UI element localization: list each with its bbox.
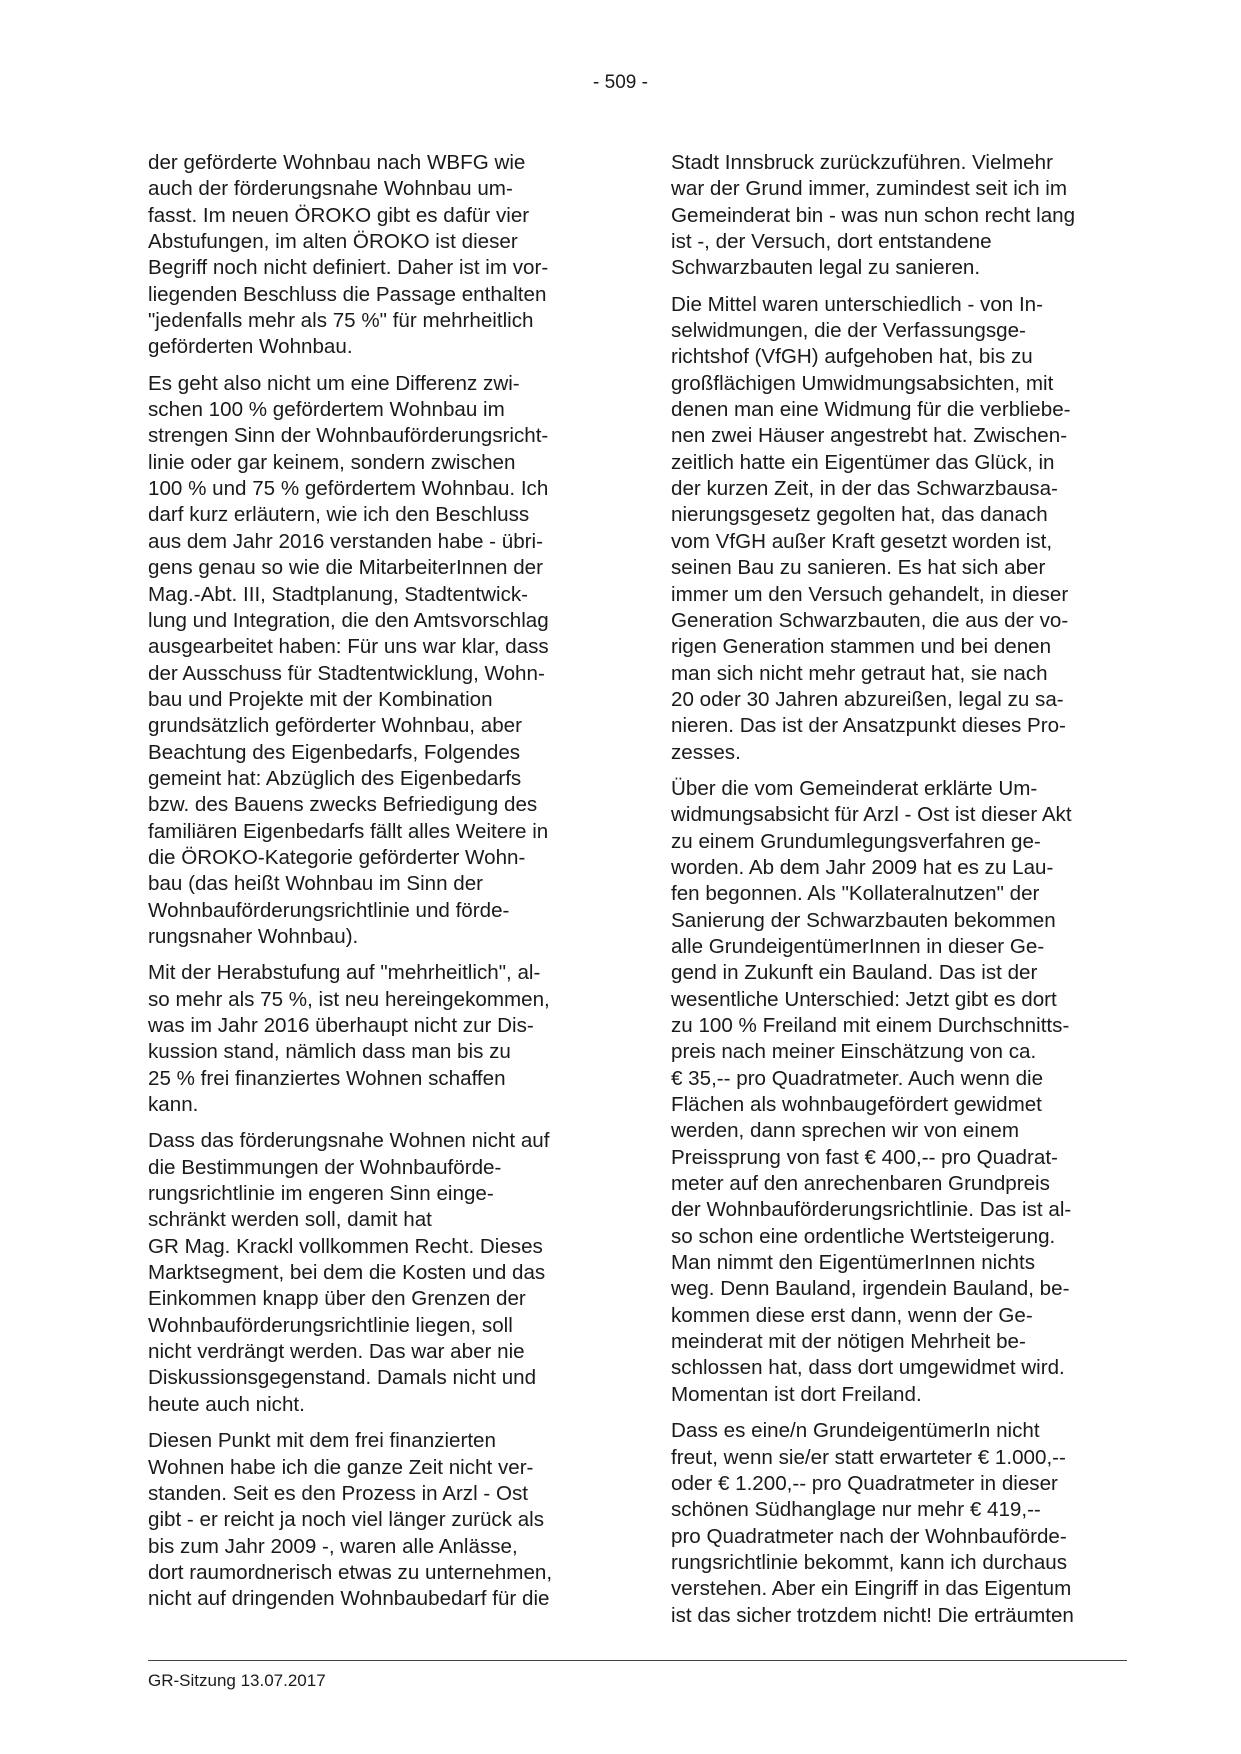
page-number: - 509 - (593, 72, 648, 93)
footer-session-date: GR-Sitzung 13.07.2017 (148, 1671, 326, 1690)
paragraph: Stadt Innsbruck zurückzuführen. Vielmehr war der Grund immer, zumindest seit ich im Gemeinderat bin - was nun schon recht lang ist -, der Versuch, dort entstandene Schwarzbauten legal zu sanieren. (671, 151, 1076, 280)
paragraph: Diesen Punkt mit dem frei finanzierten Wohnen habe ich die ganze Zeit nicht ver- standen. Seit es den Prozess in Arzl - Ost gibt - er reicht ja noch viel länger zurück als bis zum Jahr 2009 -, waren alle Anlässe, dort raumordnerisch etwas zu unternehmen, nicht auf dringenden Wohnbaubedarf für die (148, 1429, 553, 1611)
right-column (671, 150, 1121, 1639)
paragraph: Es geht also nicht um eine Differenz zwi- schen 100 % gefördertem Wohnbau im strengen Sinn der Wohnbauförderungsricht- linie oder gar keinem, sondern zwischen 100 % und 75 % gefördertem Wohnbau. Ich darf kurz erläutern, wie ich den Beschluss aus dem Jahr 2016 verstanden habe - übri- gens genau so wie die MitarbeiterInnen der Mag.-Abt. III, Stadtplanung, Stadtentwick- lung und Integration, die den Amtsvorschlag ausgearbeitet haben: Für uns war klar, dass der Ausschuss für Stadtentwicklung, Wohn- bau und Projekte mit der Kombination grundsätzlich geförderter Wohnbau, aber Beachtung des Eigenbedarfs, Folgendes gemeint hat: Abzüglich des Eigenbedarfs bzw. des Bauens zwecks Befriedigung des familiären Eigenbedarfs fällt alles Weitere in die ÖROKO-Kategorie geförderter Wohn- bau (das heißt Wohnbau im Sinn der Wohnbauförderungsrichtlinie und förde- rungsnaher Wohnbau). (148, 371, 549, 948)
paragraph: Dass das förderungsnahe Wohnen nicht auf die Bestimmungen der Wohnbauförde- rungsrichtlinie im engeren Sinn einge- schränkt werden soll, damit hat GR Mag. Krackl vollkommen Recht. Dieses Marktsegment, bei dem die Kosten und das Einkommen knapp über den Grenzen der Wohnbauförderungsrichtlinie liegen, soll nicht verdrängt werden. Das war aber nie Diskussionsgegenstand. Damals nicht und heute auch nicht. (148, 1129, 550, 1416)
paragraph: Die Mittel waren unterschiedlich - von In- selwidmungen, die der Verfassungsge- richtshof (VfGH) aufgehoben hat, bis zu großflächigen Umwidmungsabsichten, mit denen man eine Widmung für die verbliebe- nen zwei Häuser angestrebt hat. Zwischen- zeitlich hatte ein Eigentümer das Glück, in der kurzen Zeit, in der das Schwarzbausa- nierungsgesetz gegolten hat, das danach vom VfGH außer Kraft gesetzt worden ist, seinen Bau zu sanieren. Es hat sich aber immer um den Versuch gehandelt, in dieser Generation Schwarzbauten, die aus der vo- rigen Generation stammen und bei denen man sich nicht mehr getraut hat, sie nach 20 oder 30 Jahren abzureißen, legal zu sa- nieren. Das ist der Ansatzpunkt dieses Pro- zesses. (671, 292, 1071, 764)
paragraph: der geförderte Wohnbau nach WBFG wie auch der förderungsnahe Wohnbau um- fasst. Im neuen ÖROKO gibt es dafür vier Abstufungen, im alten ÖROKO ist dieser Begriff noch nicht definiert. Daher ist im vor- liegenden Beschluss die Passage enthalten "jedenfalls mehr als 75 %" für mehrheitlich geförderten Wohnbau. (148, 151, 549, 359)
left-column (148, 150, 598, 1623)
paragraph: Über die vom Gemeinderat erklärte Um- widmungsabsicht für Arzl - Ost ist dieser Akt zu einem Grundumlegungsverfahren ge- worden. Ab dem Jahr 2009 hat es zu Lau- fen begonnen. Als "Kollateralnutzen" der Sanierung der Schwarzbauten bekommen alle GrundeigentümerInnen in dieser Ge- gend in Zukunft ein Bauland. Das ist der wesentliche Unterschied: Jetzt gibt es dort zu 100 % Freiland mit einem Durchschnitts- preis nach meiner Einschätzung von ca. € 35,-- pro Quadratmeter. Auch wenn die Flächen als wohnbaugefördert gewidmet werden, dann sprechen wir von einem Preissprung von fast € 400,-- pro Quadrat- meter auf den anrechenbaren Grundpreis der Wohnbauförderungsrichtlinie. Das ist al- so schon eine ordentliche Wertsteigerung. Man nimmt den EigentümerInnen nichts weg. Denn Bauland, irgendein Bauland, be- kommen diese erst dann, wenn der Ge- meinderat mit der nötigen Mehrheit be- schlossen hat, dass dort umgewidmet wird. Momentan ist dort Freiland. (671, 776, 1072, 1406)
footer-divider (148, 1660, 1127, 1661)
paragraph: Mit der Herabstufung auf "mehrheitlich", al- so mehr als 75 %, ist neu hereingekommen, was im Jahr 2016 überhaupt nicht zur Dis- kussion stand, nämlich dass man bis zu 25 % frei finanziertes Wohnen schaffen kann. (148, 961, 550, 1117)
paragraph: Dass es eine/n GrundeigentümerIn nicht freut, wenn sie/er statt erwarteter € 1.000,-- oder € 1.200,-- pro Quadratmeter in dieser schönen Südhanglage nur mehr € 419,-- pro Quadratmeter nach der Wohnbauförde- rungsrichtlinie bekommt, kann ich durchaus verstehen. Aber ein Eingriff in das Eigentum ist das sicher trotzdem nicht! Die erträumten (671, 1419, 1074, 1627)
